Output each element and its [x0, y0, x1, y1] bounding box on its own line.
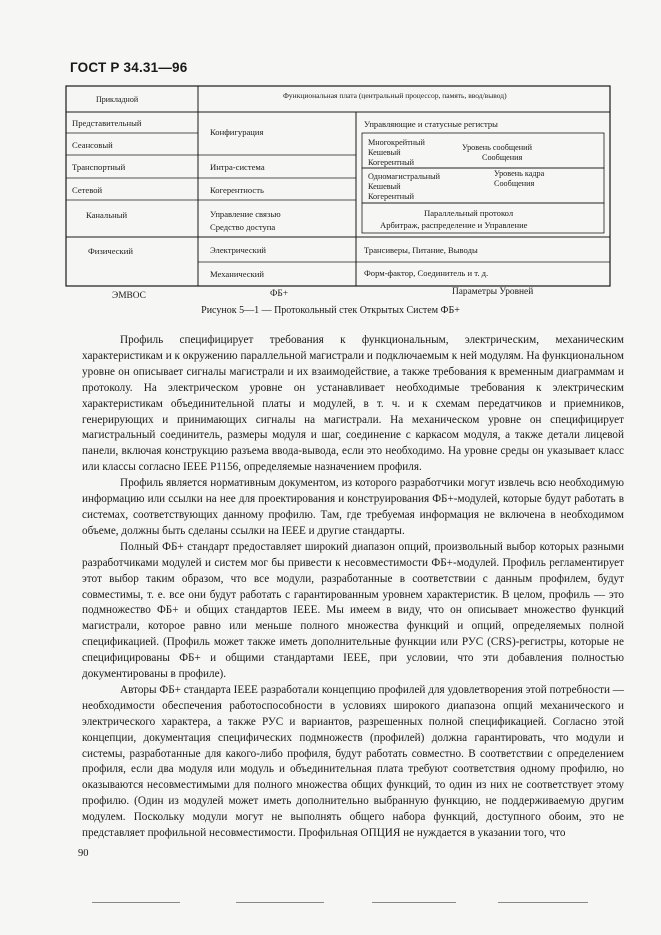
layer-label: Сеансовый [72, 140, 113, 150]
box2-line: Когерентный [368, 192, 414, 201]
box2-line: Кешевый [368, 182, 401, 191]
middle-coherence: Когерентность [210, 185, 264, 195]
layer-label: Транспортный [72, 162, 126, 172]
footer-rule [236, 902, 324, 903]
layer-label: Канальный [86, 210, 128, 220]
protocol-stack-figure [0, 0, 661, 330]
middle-intra: Интра-система [210, 162, 265, 172]
right-registers: Управляющие и статусные регистры [364, 119, 498, 129]
paragraph: Авторы ФБ+ стандарта IEEE разработали концепцию профилей для удовлетворения этой потребности — необходимости обеспечения работоспособности в условиях широкого диапазона опций механического и электрического характера, а также РУС и вариантов, разрешенных полной спецификацией. Согласно этой концепции, документация специфических подмножеств (профилей) должна гарантировать, что модули и системы, разработанные для какого-либо профиля, будут работать совместно. В соответствии с определением профиля, если два модуля или модуль и объединительная плата требуют соответствия одному профилю, но оказываются несовместимыми для полного множества общих функций, то один из них не соответствует этому профилю. (Один из модулей может иметь дополнительно выбранную функцию, не поддерживаемую другим модулем. Поскольку модули могут не выполнять общего набора функций, доступного обоим, это не представляет профильной несовместимости. Профильная ОПЦИЯ не нуждается в указании того, что [82, 683, 624, 840]
body-text [82, 333, 624, 842]
bottom-left-label: ЭМВОС [112, 291, 146, 301]
box2-line: Одномагистральный [368, 172, 440, 181]
footer-rule [372, 902, 456, 903]
right-form-factor: Форм-фактор, Соединитель и т. д. [364, 268, 489, 278]
middle-link-line2: Средство доступа [210, 222, 276, 232]
figure-caption: Рисунок 5—1 — Протокольный стек Открытых Систем ФБ+ [201, 305, 460, 316]
bottom-right-label: Параметры Уровней [452, 287, 534, 297]
figure-col-app: Прикладной [96, 95, 139, 104]
box2-right-line: Уровень кадра [494, 169, 545, 178]
footer-rule [498, 902, 588, 903]
middle-config: Конфигурация [210, 127, 264, 137]
box1-right-line: Уровень сообщений [462, 143, 532, 152]
footer-rule [92, 902, 180, 903]
paragraph: Профиль специфицирует требования к функциональным, электрическим, механическим характеристикам и к окружению параллельной магистрали и подключаемым к ней модулям. На функциональном уровне он описывает сигналы магистрали и их взаимодействие, а также требования к временным диаграммам и протоколу. На электрическом уровне он устанавливает необходимые требования к электрическим характеристикам объединительной платы и модулей, в т. ч. и к схемам передатчиков и приемников, генерирующих и принимающих сигналы на магистрали. На механическом уровне он специфицирует магистральный соединитель, размеры модуля и шаг, соединение с каркасом модуля, а также детали лицевой панели, включая конструкцию разъема ввода-вывода, если это необходимо. На уровне среды он указывает класс или классы согласно IEEE P1156, определяемые назначением профиля. [82, 334, 624, 474]
box1-line: Многокрейтный [368, 138, 425, 147]
middle-link-line1: Управление связью [210, 209, 281, 219]
parallel-line2: Арбитраж, распределение и Управление [380, 220, 528, 230]
box1-line: Когерентный [368, 158, 414, 167]
parallel-line1: Параллельный протокол [424, 208, 514, 218]
layer-label: Сетевой [72, 185, 103, 195]
paragraph: Профиль является нормативным документом, из которого разработчики могут извлечь всю необходимую информацию или ссылки на нее для проектирования и конструирования ФБ+-модулей, которые будут работать в системах, соответствующих данному профилю. Там, где требуемая информация не включена в необходимом объеме, должны быть сделаны ссылки на IEEE и другие стандарты. [82, 477, 624, 537]
middle-electrical: Электрический [210, 245, 267, 255]
layer-label: Представительный [72, 118, 142, 128]
document-header: ГОСТ Р 34.31—96 [70, 60, 188, 75]
box2-right-line: Сообщения [494, 179, 535, 188]
paragraph: Полный ФБ+ стандарт предоставляет широкий диапазон опций, произвольный выбор которых разными разработчиками модулей и систем мог бы привести к несовместимости ФБ+-модулей. Профиль регламентирует этот выбор таким образом, что все модули, разработанные в соответствии с данным профилем, будут совместимы, т. е. все они будут работать с гарантированным уровнем характеристик. В целом, профиль — это подмножество ФБ+ и общих стандартов IEEE. Мы имеем в виду, что он описывает множество функций магистрали, которое равно или меньше полного множества функций и опций, определяемых полной спецификацией. (Профиль может также иметь дополнительные функции или РУС (CRS)-регистры, которые не специфицированы ФБ+ и общими стандартами IEEE, при условии, что эти добавления полностью документированы в профиле). [82, 540, 624, 681]
box1-right-line: Сообщения [482, 153, 523, 162]
box1-line: Кешевый [368, 148, 401, 157]
right-transceivers: Трансиверы, Питание, Выводы [364, 245, 478, 255]
middle-mechanical: Механический [210, 269, 264, 279]
bottom-mid-label: ФБ+ [270, 289, 289, 299]
page-number: 90 [78, 848, 89, 859]
layer-label: Физический [88, 246, 133, 256]
figure-col-func: Функциональная плата (центральный процессор, память, ввод/вывод) [283, 91, 507, 100]
